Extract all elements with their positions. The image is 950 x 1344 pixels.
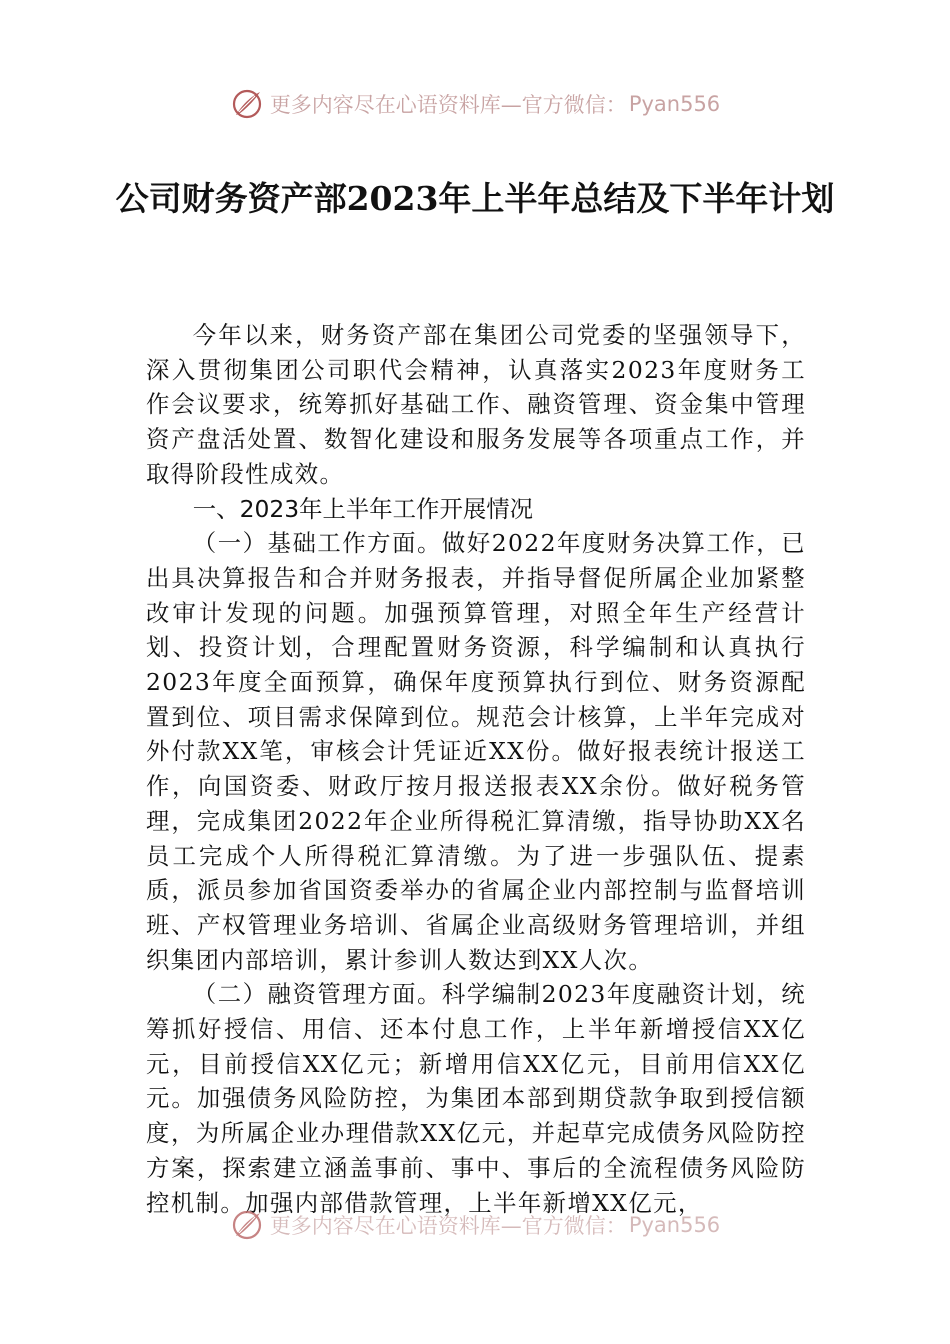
feather-ink-logo-icon — [230, 1208, 264, 1242]
watermark-header — [0, 84, 950, 124]
body-paragraph: （二）融资管理方面。科学编制2023年度融资计划，统筹抓好授信、用信、还本付息工作，上半年新增授信XX亿元，目前授信XX亿元；新增用信XX亿元，目前用信XX亿元。加强债务风险防控，为集团本部到期贷款争取到授信额度，为所属企业办理借款XX亿元，并起草完成债务风险防控方案，探索建立涵盖事前、事中、事后的全流程债务风险防控机制。加强内部借款管理，上半年新增XX亿元， — [146, 980, 806, 1217]
feather-ink-logo-icon — [230, 87, 264, 121]
watermark-wechat-id: Pyan556 — [628, 92, 721, 116]
watermark-footer — [0, 1205, 950, 1245]
intro-paragraph: 今年以来，财务资产部在集团公司党委的坚强领导下，深入贯彻集团公司职代会精神，认真落实2023年度财务工作会议要求，统筹抓好基础工作、融资管理、资金集中管理资产盘活处置、数智化建设和服务发展等各项重点工作，并取得阶段性成效。 — [146, 321, 806, 488]
body-paragraph: （一）基础工作方面。做好2022年度财务决算工作，已出具决算报告和合并财务报表，并指导督促所属企业加紧整改审计发现的问题。加强预算管理，对照全年生产经营计划、投资计划，合理配置财务资源，科学编制和认真执行2023年度全面预算，确保年度预算执行到位、财务资源配置到位、项目需求保障到位。规范会计核算，上半年完成对外付款XX笔，审核会计凭证近XX份。做好报表统计报送工作，向国资委、财政厅按月报送报表XX余份。做好税务管理，完成集团2022年企业所得税汇算清缴，指导协助XX名员工完成个人所得税汇算清缴。为了进一步强队伍、提素质，派员参加省国资委举办的省属企业内部控制与监督培训班、产权管理业务培训、省属企业高级财务管理培训，并组织集团内部培训，累计参训人数达到XX人次。 — [146, 529, 806, 974]
watermark-text: 更多内容尽在心语资料库—官方微信： — [269, 1214, 627, 1238]
watermark-text: 更多内容尽在心语资料库—官方微信： — [269, 93, 627, 117]
watermark-wechat-id: Pyan556 — [628, 1213, 721, 1237]
section-heading: 一、2023年上半年工作开展情况 — [192, 494, 534, 523]
document-body — [146, 318, 806, 1220]
document-title: 公司财务资产部2023年上半年总结及下半年计划 — [115, 179, 835, 218]
